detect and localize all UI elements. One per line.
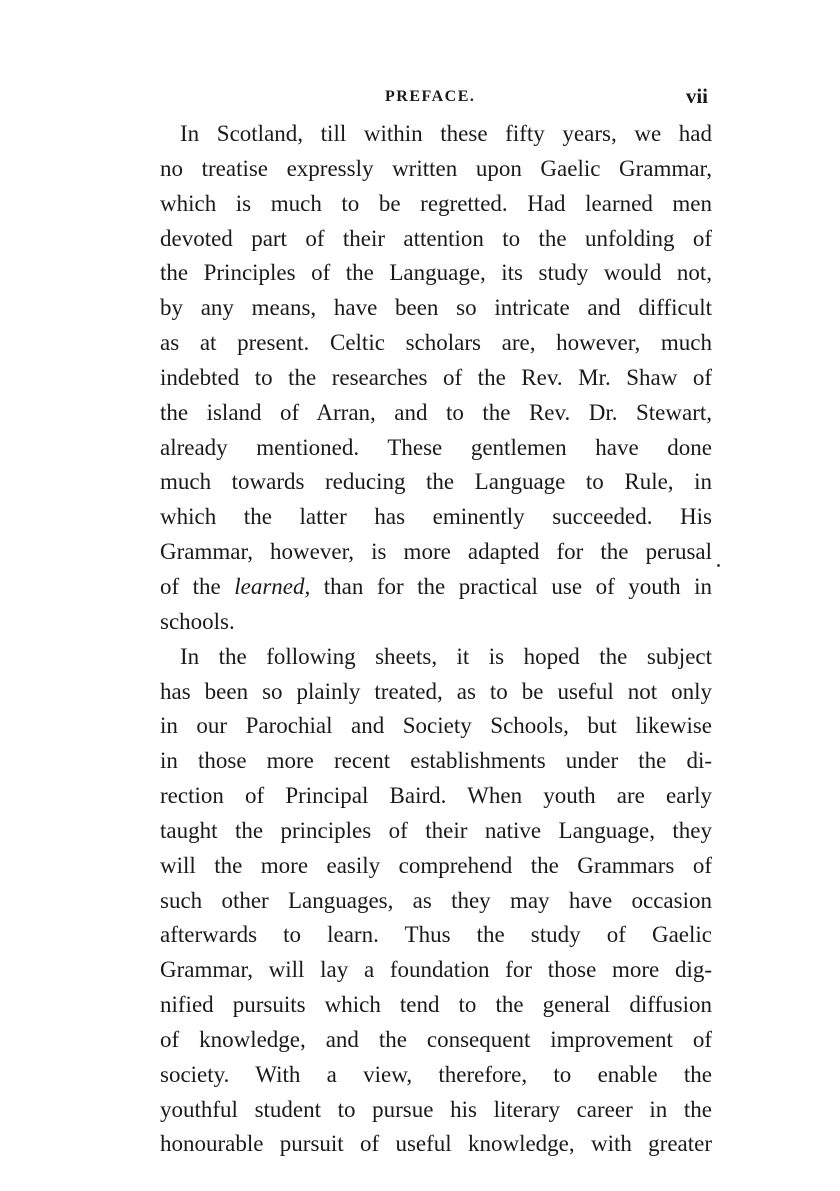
text-line: much towards reducing the Language to Rule, in bbox=[160, 469, 712, 495]
text-line: Grammar, however, is more adapted for the perusal bbox=[160, 539, 712, 565]
text-line: has been so plainly treated, as to be useful not only bbox=[160, 678, 712, 704]
text-line: nified pursuits which tend to the general diffusion bbox=[160, 992, 712, 1018]
text-line: by any means, have been so intricate and difficult bbox=[160, 295, 712, 321]
text-line: indebted to the researches of the Rev. Mr. Shaw of bbox=[160, 364, 712, 390]
text-line: honourable pursuit of useful knowledge, with greater bbox=[160, 1131, 712, 1157]
text-line: devoted part of their attention to the unfolding of bbox=[160, 225, 712, 251]
text-line: Grammar, will lay a foundation for those more dig- bbox=[160, 957, 712, 983]
italic-word-learned: learned, bbox=[234, 573, 311, 599]
text-line: In the following sheets, it is hoped the subject bbox=[180, 643, 712, 669]
text-line: which the latter has eminently succeeded. His bbox=[160, 504, 712, 530]
text-line: afterwards to learn. Thus the study of Gaelic bbox=[160, 922, 712, 948]
text-line: in our Parochial and Society Schools, but likewise bbox=[160, 713, 712, 739]
text-line: such other Languages, as they may have occasion bbox=[160, 887, 712, 913]
text-line: youthful student to pursue his literary career in the bbox=[160, 1096, 712, 1122]
text-line: rection of Principal Baird. When youth are early bbox=[160, 783, 712, 809]
running-title: PREFACE. bbox=[385, 88, 476, 105]
text-line: in those more recent establishments under the di- bbox=[160, 748, 712, 774]
text-line: as at present. Celtic scholars are, however, much bbox=[160, 330, 712, 356]
print-speck bbox=[717, 564, 720, 567]
paragraph-end-line: schools. bbox=[160, 608, 235, 634]
text-line: the island of Arran, and to the Rev. Dr. Stewart, bbox=[160, 399, 712, 425]
text-line-with-italic bbox=[160, 570, 712, 605]
text-line: In Scotland, till within these fifty years, we had bbox=[180, 121, 712, 146]
text-line: which is much to be regretted. Had learned men bbox=[160, 190, 712, 216]
text-line: of knowledge, and the consequent improvement of bbox=[160, 1026, 712, 1052]
text-segment: of the bbox=[160, 573, 235, 599]
page-number: vii bbox=[685, 84, 708, 108]
text-line: society. With a view, therefore, to enable the bbox=[160, 1061, 712, 1087]
body-text bbox=[160, 117, 712, 1162]
text-line: will the more easily comprehend the Grammars of bbox=[160, 852, 712, 878]
text-line: already mentioned. These gentlemen have done bbox=[160, 434, 712, 460]
text-line: the Principles of the Language, its study would not, bbox=[160, 260, 712, 286]
text-line: taught the principles of their native Language, they bbox=[160, 817, 712, 843]
text-segment: than for the practical use of youth in bbox=[310, 573, 712, 599]
running-head bbox=[160, 84, 712, 112]
text-line: no treatise expressly written upon Gaelic Grammar, bbox=[160, 155, 712, 181]
